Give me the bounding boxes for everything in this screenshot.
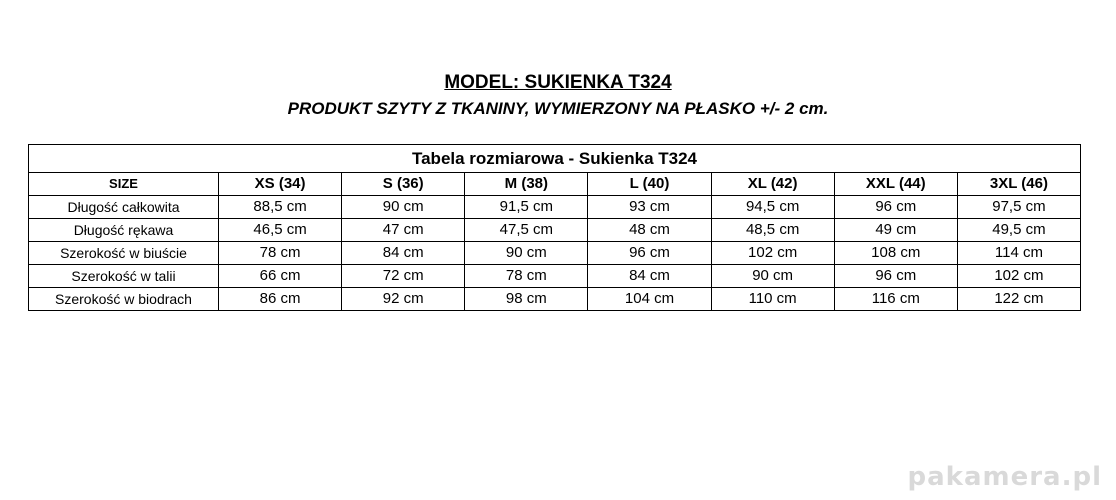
table-cell: 84 cm <box>588 265 711 288</box>
table-row <box>29 288 1081 311</box>
table-cell: 102 cm <box>957 265 1080 288</box>
row-label: Szerokość w biuście <box>29 242 219 265</box>
table-caption: Tabela rozmiarowa - Sukienka T324 <box>29 145 1081 173</box>
table-cell: 114 cm <box>957 242 1080 265</box>
table-cell: 108 cm <box>834 242 957 265</box>
table-cell: 90 cm <box>465 242 588 265</box>
table-header-row <box>29 173 1081 196</box>
table-cell: 47,5 cm <box>465 219 588 242</box>
table-caption-row <box>29 145 1081 173</box>
table-cell: 94,5 cm <box>711 196 834 219</box>
row-label: Długość całkowita <box>29 196 219 219</box>
table-cell: 98 cm <box>465 288 588 311</box>
table-cell: 47 cm <box>342 219 465 242</box>
table-row <box>29 196 1081 219</box>
page-subtitle: PRODUKT SZYTY Z TKANINY, WYMIERZONY NA PŁASKO +/- 2 cm. <box>287 99 829 118</box>
column-header: M (38) <box>465 173 588 196</box>
size-table <box>28 144 1081 311</box>
watermark-logo: pakamera.pl <box>907 462 1102 492</box>
row-label: Szerokość w talii <box>29 265 219 288</box>
column-header: XS (34) <box>219 173 342 196</box>
table-cell: 97,5 cm <box>957 196 1080 219</box>
table-cell: 90 cm <box>342 196 465 219</box>
table-cell: 90 cm <box>711 265 834 288</box>
column-header: SIZE <box>29 173 219 196</box>
table-cell: 88,5 cm <box>219 196 342 219</box>
table-cell: 96 cm <box>588 242 711 265</box>
table-cell: 66 cm <box>219 265 342 288</box>
table-cell: 49,5 cm <box>957 219 1080 242</box>
table-cell: 78 cm <box>465 265 588 288</box>
table-cell: 72 cm <box>342 265 465 288</box>
row-label: Szerokość w biodrach <box>29 288 219 311</box>
column-header: L (40) <box>588 173 711 196</box>
table-row <box>29 265 1081 288</box>
table-cell: 91,5 cm <box>465 196 588 219</box>
table-cell: 96 cm <box>834 265 957 288</box>
column-header: XL (42) <box>711 173 834 196</box>
table-cell: 86 cm <box>219 288 342 311</box>
table-cell: 102 cm <box>711 242 834 265</box>
table-cell: 110 cm <box>711 288 834 311</box>
table-cell: 104 cm <box>588 288 711 311</box>
table-cell: 116 cm <box>834 288 957 311</box>
table-cell: 96 cm <box>834 196 957 219</box>
table-cell: 49 cm <box>834 219 957 242</box>
column-header: 3XL (46) <box>957 173 1080 196</box>
table-cell: 122 cm <box>957 288 1080 311</box>
table-cell: 93 cm <box>588 196 711 219</box>
table-row <box>29 242 1081 265</box>
table-cell: 84 cm <box>342 242 465 265</box>
column-header: S (36) <box>342 173 465 196</box>
table-cell: 48 cm <box>588 219 711 242</box>
row-label: Długość rękawa <box>29 219 219 242</box>
table-cell: 48,5 cm <box>711 219 834 242</box>
table-cell: 78 cm <box>219 242 342 265</box>
column-header: XXL (44) <box>834 173 957 196</box>
page-title: MODEL: SUKIENKA T324 <box>444 72 672 93</box>
table-cell: 46,5 cm <box>219 219 342 242</box>
table-row <box>29 219 1081 242</box>
table-cell: 92 cm <box>342 288 465 311</box>
